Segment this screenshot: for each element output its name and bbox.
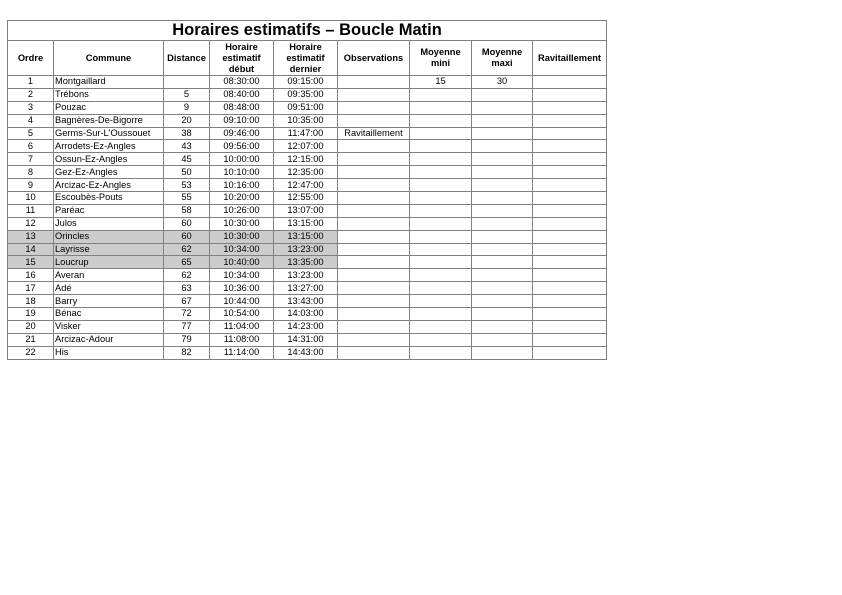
cell-ordre: 4 xyxy=(8,114,54,127)
table-row xyxy=(8,346,607,359)
cell-commune: Pouzac xyxy=(54,101,164,114)
cell-horaire-dernier: 09:51:00 xyxy=(274,101,338,114)
header-row xyxy=(8,41,607,76)
table-body xyxy=(8,76,607,360)
cell-ordre: 2 xyxy=(8,88,54,101)
cell-observations xyxy=(338,308,410,321)
cell-observations xyxy=(338,101,410,114)
cell-distance: 60 xyxy=(164,217,210,230)
table-row xyxy=(8,243,607,256)
cell-ordre: 10 xyxy=(8,192,54,205)
cell-distance: 38 xyxy=(164,127,210,140)
table-row xyxy=(8,333,607,346)
cell-ravitaillement xyxy=(533,153,607,166)
cell-commune: Bagnères-De-Bigorre xyxy=(54,114,164,127)
cell-distance: 43 xyxy=(164,140,210,153)
cell-commune: Arcizac-Adour xyxy=(54,333,164,346)
cell-distance: 5 xyxy=(164,88,210,101)
cell-ravitaillement xyxy=(533,333,607,346)
cell-commune: Barry xyxy=(54,295,164,308)
table-row xyxy=(8,179,607,192)
cell-distance: 65 xyxy=(164,256,210,269)
cell-ravitaillement xyxy=(533,88,607,101)
cell-horaire-dernier: 14:03:00 xyxy=(274,308,338,321)
cell-moyenne-mini xyxy=(410,230,472,243)
cell-horaire-debut: 08:30:00 xyxy=(210,76,274,89)
cell-observations xyxy=(338,76,410,89)
cell-ordre: 3 xyxy=(8,101,54,114)
cell-moyenne-mini xyxy=(410,166,472,179)
cell-moyenne-maxi xyxy=(472,140,533,153)
cell-horaire-debut: 10:00:00 xyxy=(210,153,274,166)
cell-horaire-dernier: 14:23:00 xyxy=(274,320,338,333)
cell-moyenne-mini xyxy=(410,333,472,346)
cell-moyenne-maxi xyxy=(472,204,533,217)
cell-commune: Adé xyxy=(54,282,164,295)
cell-moyenne-mini xyxy=(410,192,472,205)
cell-ordre: 15 xyxy=(8,256,54,269)
cell-ordre: 11 xyxy=(8,204,54,217)
cell-horaire-debut: 10:36:00 xyxy=(210,282,274,295)
cell-commune: Orincles xyxy=(54,230,164,243)
cell-observations xyxy=(338,217,410,230)
cell-commune: Bénac xyxy=(54,308,164,321)
cell-ordre: 9 xyxy=(8,179,54,192)
cell-horaire-dernier: 10:35:00 xyxy=(274,114,338,127)
cell-distance: 77 xyxy=(164,320,210,333)
header-moyenne-maxi: Moyenne maxi xyxy=(472,41,533,76)
cell-ravitaillement xyxy=(533,179,607,192)
cell-moyenne-mini xyxy=(410,308,472,321)
cell-ravitaillement xyxy=(533,256,607,269)
header-horaire-dernier: Horaire estimatif dernier xyxy=(274,41,338,76)
cell-commune: Visker xyxy=(54,320,164,333)
cell-ravitaillement xyxy=(533,230,607,243)
table-row xyxy=(8,114,607,127)
cell-horaire-dernier: 13:07:00 xyxy=(274,204,338,217)
cell-commune: Ossun-Ez-Angles xyxy=(54,153,164,166)
cell-moyenne-maxi xyxy=(472,88,533,101)
cell-moyenne-mini xyxy=(410,320,472,333)
table-row xyxy=(8,282,607,295)
cell-observations xyxy=(338,243,410,256)
cell-ravitaillement xyxy=(533,320,607,333)
cell-horaire-dernier: 13:23:00 xyxy=(274,243,338,256)
cell-horaire-dernier: 09:35:00 xyxy=(274,88,338,101)
cell-ordre: 22 xyxy=(8,346,54,359)
cell-moyenne-maxi xyxy=(472,217,533,230)
cell-commune: Montgaillard xyxy=(54,76,164,89)
cell-ordre: 13 xyxy=(8,230,54,243)
cell-ordre: 6 xyxy=(8,140,54,153)
cell-moyenne-mini xyxy=(410,269,472,282)
table-row xyxy=(8,230,607,243)
cell-ravitaillement xyxy=(533,76,607,89)
cell-observations xyxy=(338,320,410,333)
cell-moyenne-maxi xyxy=(472,179,533,192)
schedule-table xyxy=(7,20,607,360)
cell-observations xyxy=(338,88,410,101)
cell-distance: 62 xyxy=(164,269,210,282)
cell-horaire-dernier: 12:15:00 xyxy=(274,153,338,166)
cell-moyenne-mini xyxy=(410,346,472,359)
cell-distance: 63 xyxy=(164,282,210,295)
table-row xyxy=(8,88,607,101)
cell-ravitaillement xyxy=(533,243,607,256)
cell-ravitaillement xyxy=(533,114,607,127)
cell-distance xyxy=(164,76,210,89)
cell-horaire-debut: 10:20:00 xyxy=(210,192,274,205)
cell-horaire-dernier: 12:55:00 xyxy=(274,192,338,205)
cell-ravitaillement xyxy=(533,204,607,217)
table-row xyxy=(8,140,607,153)
cell-ravitaillement xyxy=(533,308,607,321)
table-row xyxy=(8,308,607,321)
cell-horaire-debut: 10:54:00 xyxy=(210,308,274,321)
cell-moyenne-mini xyxy=(410,295,472,308)
table-row xyxy=(8,256,607,269)
cell-ravitaillement xyxy=(533,166,607,179)
cell-horaire-debut: 10:10:00 xyxy=(210,166,274,179)
cell-horaire-debut: 10:34:00 xyxy=(210,269,274,282)
header-commune: Commune xyxy=(54,41,164,76)
cell-moyenne-maxi xyxy=(472,346,533,359)
table-row xyxy=(8,153,607,166)
cell-distance: 50 xyxy=(164,166,210,179)
cell-commune: Loucrup xyxy=(54,256,164,269)
cell-horaire-dernier: 14:43:00 xyxy=(274,346,338,359)
cell-horaire-dernier: 14:31:00 xyxy=(274,333,338,346)
cell-distance: 62 xyxy=(164,243,210,256)
cell-horaire-debut: 10:40:00 xyxy=(210,256,274,269)
cell-moyenne-maxi xyxy=(472,269,533,282)
cell-moyenne-maxi xyxy=(472,256,533,269)
cell-ordre: 8 xyxy=(8,166,54,179)
table-row xyxy=(8,127,607,140)
cell-moyenne-mini xyxy=(410,282,472,295)
cell-ravitaillement xyxy=(533,101,607,114)
cell-horaire-dernier: 13:23:00 xyxy=(274,269,338,282)
cell-observations xyxy=(338,346,410,359)
cell-observations xyxy=(338,333,410,346)
cell-moyenne-mini xyxy=(410,140,472,153)
cell-distance: 9 xyxy=(164,101,210,114)
cell-observations xyxy=(338,282,410,295)
cell-commune: Paréac xyxy=(54,204,164,217)
cell-horaire-dernier: 12:07:00 xyxy=(274,140,338,153)
cell-horaire-debut: 11:08:00 xyxy=(210,333,274,346)
cell-observations xyxy=(338,153,410,166)
page-title: Horaires estimatifs – Boucle Matin xyxy=(8,21,607,41)
cell-observations xyxy=(338,140,410,153)
cell-moyenne-maxi xyxy=(472,192,533,205)
cell-ravitaillement xyxy=(533,140,607,153)
cell-moyenne-maxi xyxy=(472,101,533,114)
cell-horaire-debut: 10:30:00 xyxy=(210,217,274,230)
cell-commune: Germs-Sur-L'Oussouet xyxy=(54,127,164,140)
cell-distance: 79 xyxy=(164,333,210,346)
table-row xyxy=(8,217,607,230)
cell-moyenne-mini xyxy=(410,179,472,192)
cell-horaire-dernier: 12:47:00 xyxy=(274,179,338,192)
cell-horaire-debut: 10:30:00 xyxy=(210,230,274,243)
cell-horaire-dernier: 12:35:00 xyxy=(274,166,338,179)
header-ordre: Ordre xyxy=(8,41,54,76)
cell-moyenne-maxi xyxy=(472,153,533,166)
cell-distance: 55 xyxy=(164,192,210,205)
cell-ordre: 20 xyxy=(8,320,54,333)
cell-horaire-debut: 09:56:00 xyxy=(210,140,274,153)
cell-moyenne-maxi xyxy=(472,308,533,321)
cell-observations xyxy=(338,166,410,179)
cell-distance: 67 xyxy=(164,295,210,308)
cell-moyenne-maxi xyxy=(472,295,533,308)
cell-commune: Arrodets-Ez-Angles xyxy=(54,140,164,153)
cell-ordre: 19 xyxy=(8,308,54,321)
cell-moyenne-maxi xyxy=(472,127,533,140)
table-row xyxy=(8,192,607,205)
cell-distance: 53 xyxy=(164,179,210,192)
cell-moyenne-mini xyxy=(410,101,472,114)
cell-moyenne-maxi xyxy=(472,333,533,346)
cell-horaire-dernier: 13:43:00 xyxy=(274,295,338,308)
cell-ravitaillement xyxy=(533,217,607,230)
cell-observations xyxy=(338,204,410,217)
cell-ravitaillement xyxy=(533,282,607,295)
header-ravitaillement: Ravitaillement xyxy=(533,41,607,76)
cell-distance: 20 xyxy=(164,114,210,127)
cell-ravitaillement xyxy=(533,346,607,359)
cell-moyenne-mini xyxy=(410,153,472,166)
cell-horaire-dernier: 13:27:00 xyxy=(274,282,338,295)
cell-observations xyxy=(338,114,410,127)
cell-horaire-debut: 08:48:00 xyxy=(210,101,274,114)
table-row xyxy=(8,269,607,282)
cell-ordre: 1 xyxy=(8,76,54,89)
cell-moyenne-mini xyxy=(410,217,472,230)
cell-commune: Julos xyxy=(54,217,164,230)
cell-commune: His xyxy=(54,346,164,359)
cell-distance: 82 xyxy=(164,346,210,359)
cell-commune: Layrisse xyxy=(54,243,164,256)
cell-distance: 58 xyxy=(164,204,210,217)
cell-horaire-debut: 11:14:00 xyxy=(210,346,274,359)
cell-moyenne-mini xyxy=(410,88,472,101)
cell-distance: 72 xyxy=(164,308,210,321)
cell-horaire-debut: 09:10:00 xyxy=(210,114,274,127)
cell-horaire-debut: 09:46:00 xyxy=(210,127,274,140)
cell-ordre: 17 xyxy=(8,282,54,295)
cell-moyenne-mini xyxy=(410,204,472,217)
cell-moyenne-maxi xyxy=(472,166,533,179)
table-row xyxy=(8,76,607,89)
cell-distance: 45 xyxy=(164,153,210,166)
cell-moyenne-mini xyxy=(410,127,472,140)
table-row xyxy=(8,320,607,333)
cell-ravitaillement xyxy=(533,192,607,205)
cell-moyenne-maxi: 30 xyxy=(472,76,533,89)
cell-horaire-debut: 10:16:00 xyxy=(210,179,274,192)
cell-commune: Escoubès-Pouts xyxy=(54,192,164,205)
cell-distance: 60 xyxy=(164,230,210,243)
cell-commune: Averan xyxy=(54,269,164,282)
header-horaire-debut: Horaire estimatif début xyxy=(210,41,274,76)
cell-ravitaillement xyxy=(533,127,607,140)
cell-ordre: 21 xyxy=(8,333,54,346)
cell-horaire-debut: 10:26:00 xyxy=(210,204,274,217)
cell-ordre: 14 xyxy=(8,243,54,256)
table-row xyxy=(8,101,607,114)
cell-ordre: 7 xyxy=(8,153,54,166)
cell-horaire-dernier: 13:15:00 xyxy=(274,217,338,230)
cell-horaire-dernier: 09:15:00 xyxy=(274,76,338,89)
cell-observations xyxy=(338,269,410,282)
cell-observations xyxy=(338,192,410,205)
cell-moyenne-mini: 15 xyxy=(410,76,472,89)
header-distance: Distance xyxy=(164,41,210,76)
cell-ordre: 18 xyxy=(8,295,54,308)
cell-moyenne-maxi xyxy=(472,320,533,333)
cell-moyenne-maxi xyxy=(472,114,533,127)
cell-ordre: 12 xyxy=(8,217,54,230)
cell-observations: Ravitaillement xyxy=(338,127,410,140)
cell-horaire-debut: 08:40:00 xyxy=(210,88,274,101)
cell-moyenne-mini xyxy=(410,256,472,269)
cell-ravitaillement xyxy=(533,269,607,282)
table-row xyxy=(8,295,607,308)
cell-moyenne-maxi xyxy=(472,243,533,256)
cell-observations xyxy=(338,179,410,192)
header-observations: Observations xyxy=(338,41,410,76)
cell-commune: Trébons xyxy=(54,88,164,101)
cell-horaire-dernier: 13:35:00 xyxy=(274,256,338,269)
cell-commune: Gez-Ez-Angles xyxy=(54,166,164,179)
cell-horaire-dernier: 13:15:00 xyxy=(274,230,338,243)
cell-ravitaillement xyxy=(533,295,607,308)
cell-horaire-debut: 10:44:00 xyxy=(210,295,274,308)
table-row xyxy=(8,204,607,217)
cell-moyenne-maxi xyxy=(472,230,533,243)
table-row xyxy=(8,166,607,179)
header-moyenne-mini: Moyenne mini xyxy=(410,41,472,76)
cell-horaire-debut: 11:04:00 xyxy=(210,320,274,333)
cell-moyenne-mini xyxy=(410,114,472,127)
cell-moyenne-maxi xyxy=(472,282,533,295)
cell-observations xyxy=(338,295,410,308)
cell-horaire-debut: 10:34:00 xyxy=(210,243,274,256)
cell-horaire-dernier: 11:47:00 xyxy=(274,127,338,140)
cell-commune: Arcizac-Ez-Angles xyxy=(54,179,164,192)
title-row xyxy=(8,21,607,41)
cell-observations xyxy=(338,256,410,269)
cell-observations xyxy=(338,230,410,243)
cell-ordre: 16 xyxy=(8,269,54,282)
cell-moyenne-mini xyxy=(410,243,472,256)
cell-ordre: 5 xyxy=(8,127,54,140)
